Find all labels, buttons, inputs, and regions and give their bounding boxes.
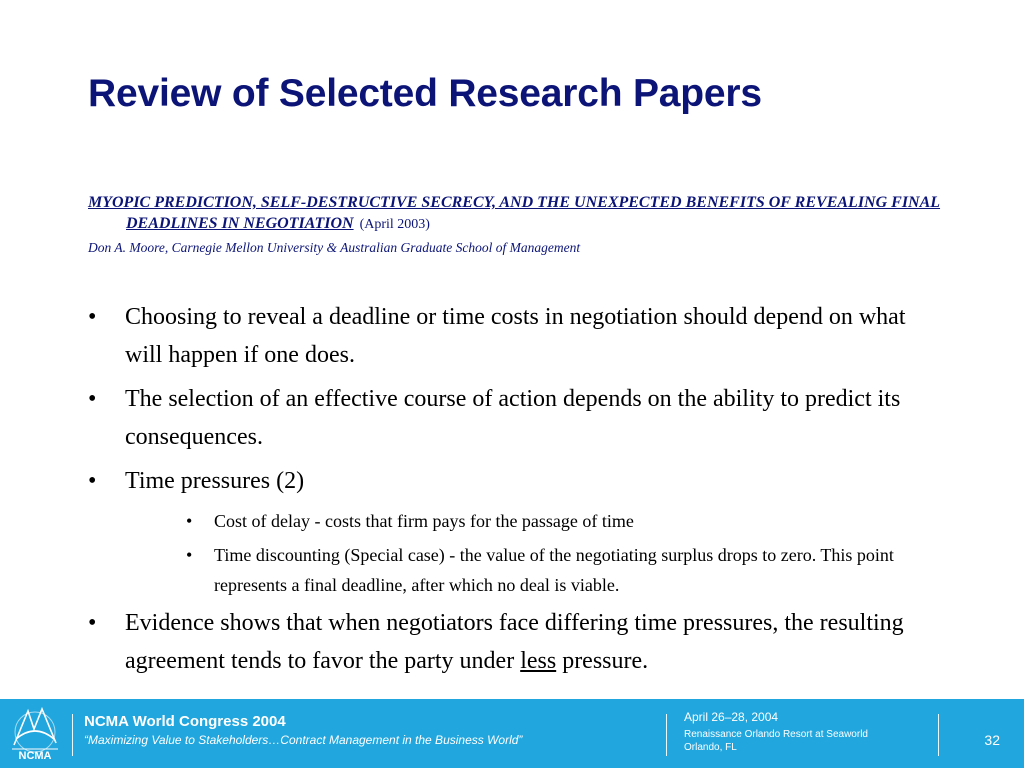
bullet-item <box>88 298 948 374</box>
bullet-text: Time pressures (2) <box>125 468 305 494</box>
conference-name: NCMA World Congress 2004 <box>84 713 286 730</box>
footer-divider <box>666 714 667 756</box>
bullet-text: Choosing to reveal a deadline or time costs in negotiation should depend on what will happen if one does. <box>125 304 906 368</box>
ncma-logo-icon <box>6 705 64 763</box>
sub-bullet-text: Time discounting (Special case) - the value of the negotiating surplus drops to zero. This point represents a final deadline, after which no deal is viable. <box>214 545 894 595</box>
bullet-text <box>125 610 904 674</box>
bullet-dot: • <box>88 610 97 636</box>
sub-bullet-item <box>186 506 948 536</box>
slide-title: Review of Selected Research Papers <box>88 72 762 115</box>
bullet-item <box>88 604 948 680</box>
emphasis-underlined: less <box>520 648 557 674</box>
paper-title: MYOPIC PREDICTION, SELF-DESTRUCTIVE SECRECY, AND THE UNEXPECTED BENEFITS OF REVEALING FINAL DEADLINES IN NEGOTIATION <box>88 194 941 232</box>
bullet-text-part: Evidence shows that when negotiators face differing time pressures, the resulting agreement tends to favor the party under <box>125 610 904 674</box>
sub-bullet-dot: • <box>186 545 193 565</box>
bullet-dot: • <box>88 386 97 412</box>
conference-tagline: “Maximizing Value to Stakeholders…Contract Management in the Business World” <box>84 733 523 747</box>
paper-citation-title <box>88 192 982 235</box>
conference-dates: April 26–28, 2004 <box>684 710 779 724</box>
conference-venue <box>684 728 924 754</box>
svg-text:NCMA: NCMA <box>18 750 52 762</box>
page-number: 32 <box>984 732 1000 748</box>
venue-line: Renaissance Orlando Resort at Seaworld <box>684 729 868 740</box>
bullet-dot: • <box>88 468 97 494</box>
bullet-item <box>88 462 948 500</box>
sub-bullet-text: Cost of delay - costs that firm pays for the passage of time <box>214 511 634 531</box>
footer-divider <box>72 714 73 756</box>
bullet-text: The selection of an effective course of action depends on the ability to predict its consequences. <box>125 386 901 450</box>
footer-divider <box>938 714 939 756</box>
bullet-text-part: pressure. <box>556 648 649 674</box>
bullet-dot: • <box>88 304 97 330</box>
paper-date: (April 2003) <box>359 217 430 232</box>
bullet-item <box>88 380 948 456</box>
sub-bullet-item <box>186 540 948 600</box>
venue-line: Orlando, FL <box>684 742 737 753</box>
bullet-list <box>88 298 948 686</box>
sub-bullet-dot: • <box>186 511 193 531</box>
paper-authors: Don A. Moore, Carnegie Mellon University & Australian Graduate School of Management <box>88 240 581 255</box>
slide-footer <box>0 699 1024 768</box>
